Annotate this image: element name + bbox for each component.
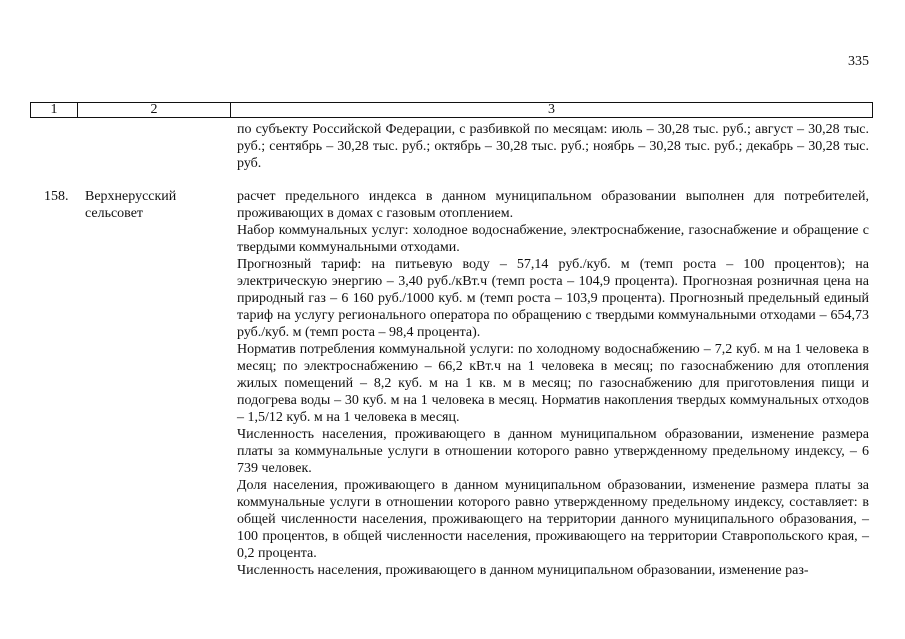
column-header-1: 1	[31, 103, 78, 118]
column-header-3: 3	[231, 103, 873, 118]
column-header-2: 2	[78, 103, 231, 118]
page-number: 335	[848, 54, 869, 69]
entry-paragraph: расчет предельного индекса в данном муниципальном образовании выполнен для потребителей, проживающих в домах с газовым отоплением.	[237, 189, 869, 221]
entry-paragraph: Норматив потребления коммунальной услуги: по холодному водоснабжению – 7,2 куб. м на 1 человека в месяц; по электроснабжению – 66,2 кВт.ч на 1 человека в месяц; по газоснабжению для отопления жилых помещений – 8,2 куб. м на 1 кв. м в месяц; по газоснабжению для приготовления пищи и подогрева воды – 30 куб. м на 1 человека в месяц. Норматив накопления твердых коммунальных отходов – 1,5/12 куб. м на 1 человека в месяц.	[237, 342, 869, 425]
continuation-text: по субъекту Российской Федерации, с разбивкой по месяцам: июль – 30,28 тыс. руб.; август – 30,28 тыс. руб.; сентябрь – 30,28 тыс. руб.; октябрь – 30,28 тыс. руб.; ноябрь – 30,28 тыс. руб.; декабрь – 30,28 тыс. руб.	[237, 122, 869, 171]
entry-paragraph: Численность населения, проживающего в данном муниципальном образовании, изменение раз-	[237, 563, 809, 578]
entry-paragraph: Доля населения, проживающего в данном муниципальном образовании, изменение размера платы за коммунальные услуги в отношении которого равно утвержденному предельному индексу, составляет: в общей численности населения, проживающего на территории данного муниципального образования, – 100 процентов, в общей численности населения, проживающего на территории Ставропольского края, – 0,2 процента.	[237, 478, 869, 561]
column-header-table	[30, 102, 873, 118]
entry-name: Верхнерусский сельсовет	[85, 189, 177, 221]
entry-paragraph: Численность населения, проживающего в данном муниципальном образовании, изменение размера платы за коммунальные услуги в отношении которого равно утвержденному предельному индексу, – 6 739 человек.	[237, 427, 869, 476]
entry-paragraph: Набор коммунальных услуг: холодное водоснабжение, электроснабжение, газоснабжение и обращение с твердыми коммунальными отходами.	[237, 223, 869, 255]
entry-description	[237, 188, 869, 579]
entry-number: 158.	[44, 189, 69, 204]
entry-paragraph: Прогнозный тариф: на питьевую воду – 57,14 руб./куб. м (темп роста – 100 процентов); на электрическую энергию – 3,40 руб./кВт.ч (темп роста – 104,9 процента). Прогнозная розничная цена на природный газ – 6 160 руб./1000 куб. м (темп роста – 103,9 процента). Прогнозный предельный единый тариф на услугу регионального оператора по обращению с твердыми коммунальными отходами – 654,73 руб./куб. м (темп роста – 98,4 процента).	[237, 257, 869, 340]
